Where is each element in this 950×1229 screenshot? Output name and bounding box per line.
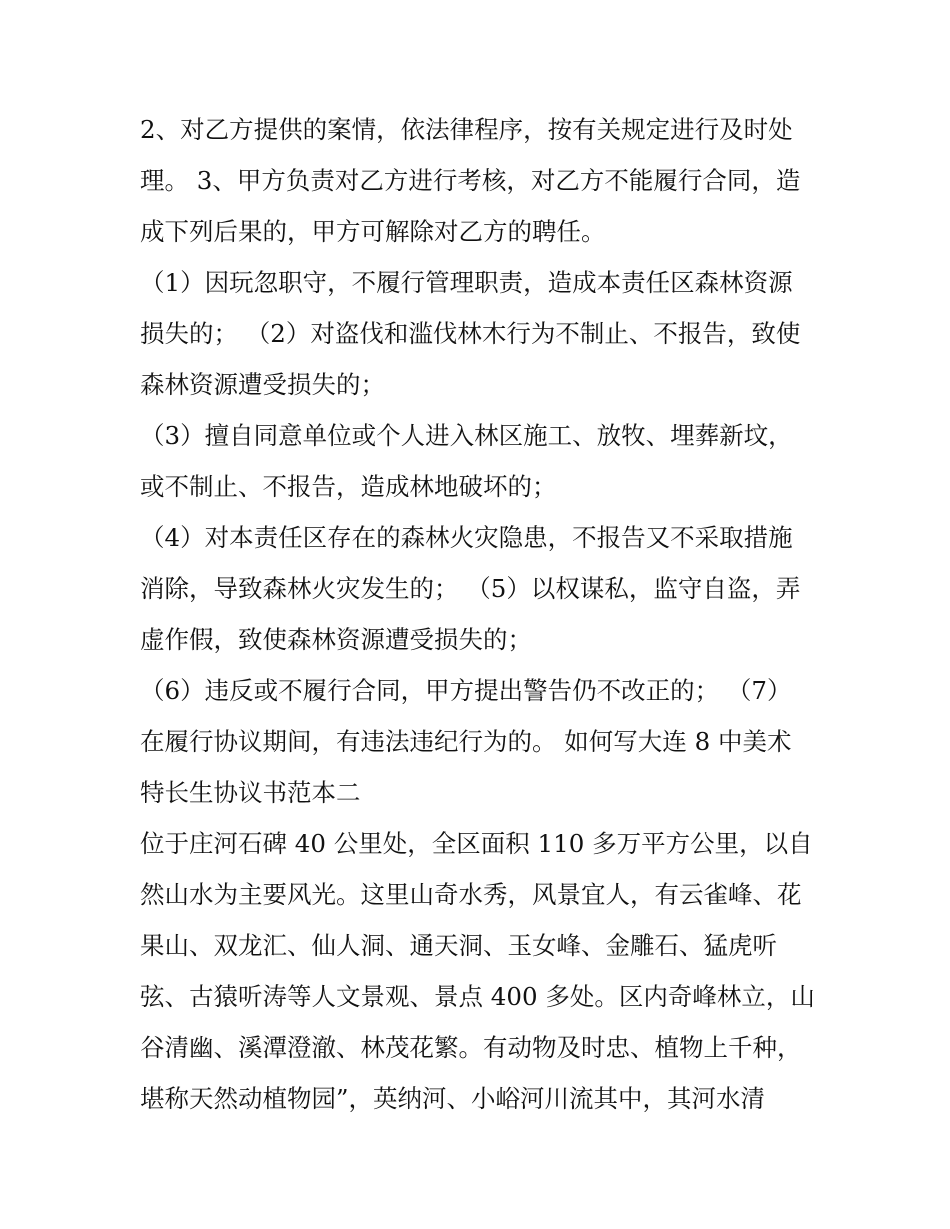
text-line: 损失的； （2）对盗伐和滥伐林木行为不制止、不报告，致使 xyxy=(140,319,801,348)
text-line: 弦、古猿听涛等人文景观、景点 400 多处。区内奇峰林立，山 xyxy=(140,982,815,1011)
text-line: （6）违反或不履行合同，甲方提出警告仍不改正的； （7） xyxy=(140,676,792,705)
text-line: 谷清幽、溪潭澄澈、林茂花繁。有动物及时忠、植物上千种， xyxy=(140,1033,802,1062)
text-line: 特长生协议书范本二 xyxy=(140,778,361,807)
text-line: 成下列后果的，甲方可解除对乙方的聘任。 xyxy=(140,217,606,246)
text-line: （3）擅自同意单位或个人进入林区施工、放牧、埋葬新坟， xyxy=(140,421,793,450)
text-line: 理。 3、甲方负责对乙方进行考核，对乙方不能履行合同，造 xyxy=(140,166,801,195)
text-line: （4）对本责任区存在的森林火灾隐患，不报告又不采取措施 xyxy=(140,523,793,552)
text-line: 然山水为主要风光。这里山奇水秀，风景宜人，有云雀峰、花 xyxy=(140,880,802,909)
text-line: 消除，导致森林火灾发生的； （5）以权谋私，监守自盗，弄 xyxy=(140,574,801,603)
text-line: 位于庄河石碑 40 公里处，全区面积 110 多万平方公里，以自 xyxy=(140,829,813,858)
text-line: 果山、双龙汇、仙人洞、通天洞、玉女峰、金雕石、猛虎听 xyxy=(140,931,777,960)
text-line: 堪称天然动植物园”，英纳河、小峪河川流其中，其河水清 xyxy=(140,1084,766,1113)
text-line: 在履行协议期间，有违法违纪行为的。 如何写大连 8 中美术 xyxy=(140,727,792,756)
text-line: 森林资源遭受损失的； xyxy=(140,370,385,399)
text-line: 或不制止、不报告，造成林地破坏的； xyxy=(140,472,557,501)
text-line: （1）因玩忽职守，不履行管理职责，造成本责任区森林资源 xyxy=(140,268,793,297)
text-line: 2、对乙方提供的案情，依法律程序，按有关规定进行及时处 xyxy=(140,115,793,144)
text-line: 虚作假，致使森林资源遭受损失的； xyxy=(140,625,532,654)
